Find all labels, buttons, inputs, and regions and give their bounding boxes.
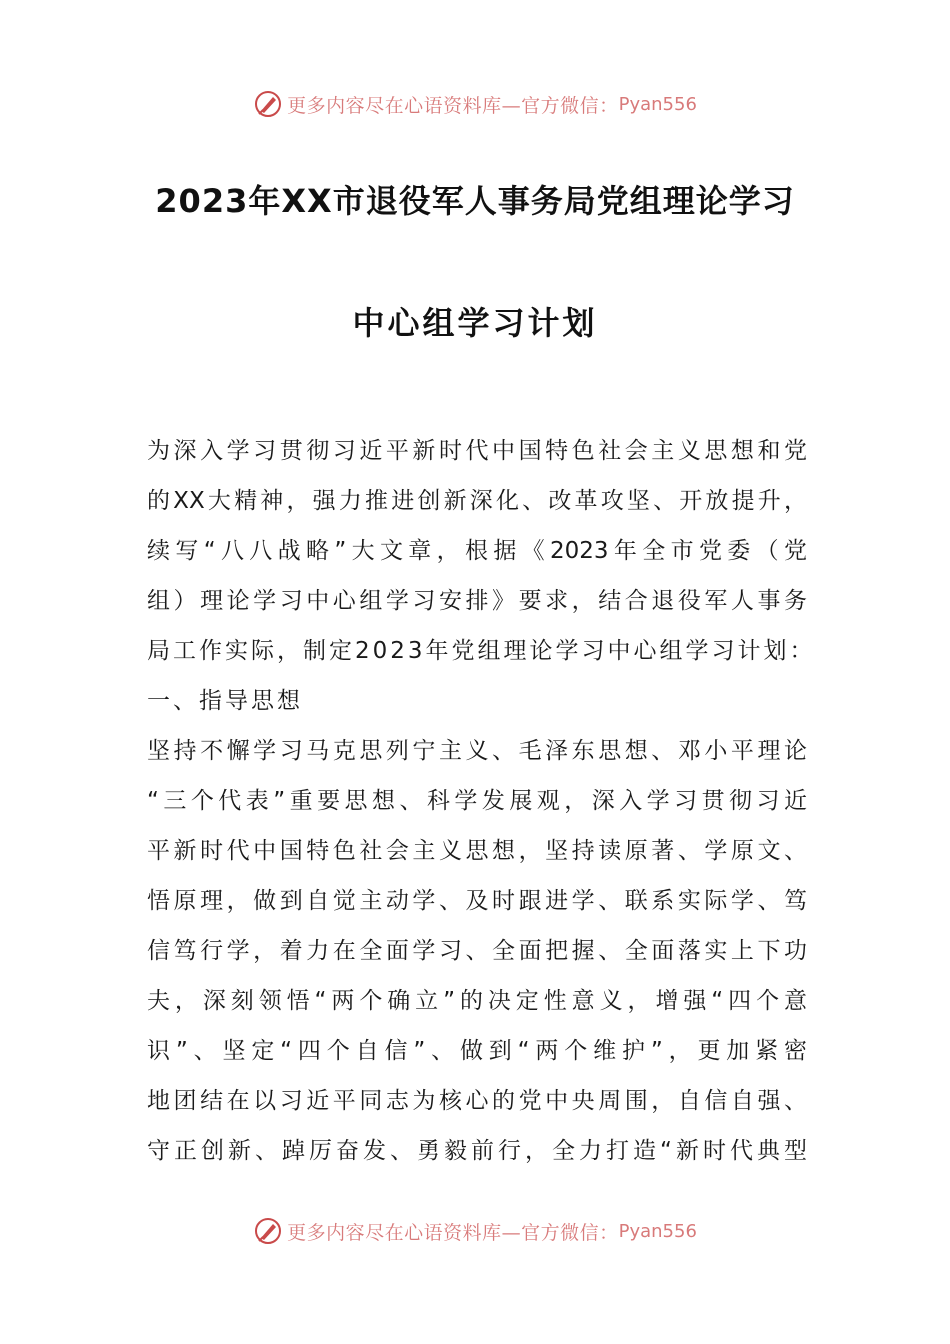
body-line: 悟原理，做到自觉主动学、及时跟进学、联系实际学、笃 <box>147 888 807 914</box>
quill-logo-icon <box>253 89 283 119</box>
watermark-wechat-id: Pyan556 <box>618 93 697 115</box>
document-title-line-1: 2023年XX市退役军人事务局党组理论学习 <box>155 182 795 220</box>
body-line: 守正创新、踔厉奋发、勇毅前行，全力打造“新时代典型 <box>147 1138 807 1164</box>
body-line: 地团结在以习近平同志为核心的党中央周围，自信自强、 <box>147 1088 807 1114</box>
document-body <box>147 426 816 1176</box>
watermark-text: 更多内容尽在心语资料库—官方微信： <box>287 1221 619 1244</box>
watermark-wechat-id: Pyan556 <box>618 1220 697 1242</box>
body-line: 续写“八八战略”大文章，根据《2023年全市党委（党 <box>147 538 807 564</box>
body-line: 坚持不懈学习马克思列宁主义、毛泽东思想、邓小平理论 <box>147 738 807 764</box>
body-line: 识”、坚定“四个自信”、做到“两个维护”，更加紧密 <box>147 1038 807 1064</box>
body-line: 为深入学习贯彻习近平新时代中国特色社会主义思想和党 <box>147 438 807 464</box>
body-line: 局工作实际，制定2023年党组理论学习中心组学习计划： <box>147 638 816 664</box>
watermark-text: 更多内容尽在心语资料库—官方微信： <box>287 94 619 117</box>
header-watermark <box>0 84 950 124</box>
body-line: 平新时代中国特色社会主义思想，坚持读原著、学原文、 <box>147 838 807 864</box>
body-line: “三个代表”重要思想、科学发展观，深入学习贯彻习近 <box>147 788 807 814</box>
quill-logo-icon <box>253 1216 283 1246</box>
body-line: 的XX大精神，强力推进创新深化、改革攻坚、开放提升， <box>147 488 807 514</box>
body-line: 组）理论学习中心组学习安排》要求，结合退役军人事务 <box>147 588 807 614</box>
body-line: 信笃行学，着力在全面学习、全面把握、全面落实上下功 <box>147 938 807 964</box>
document-title-line-2: 中心组学习计划 <box>352 304 598 342</box>
section-heading: 一、指导思想 <box>147 688 303 714</box>
body-line: 夫，深刻领悟“两个确立”的决定性意义，增强“四个意 <box>147 988 807 1014</box>
footer-watermark <box>0 1211 950 1251</box>
